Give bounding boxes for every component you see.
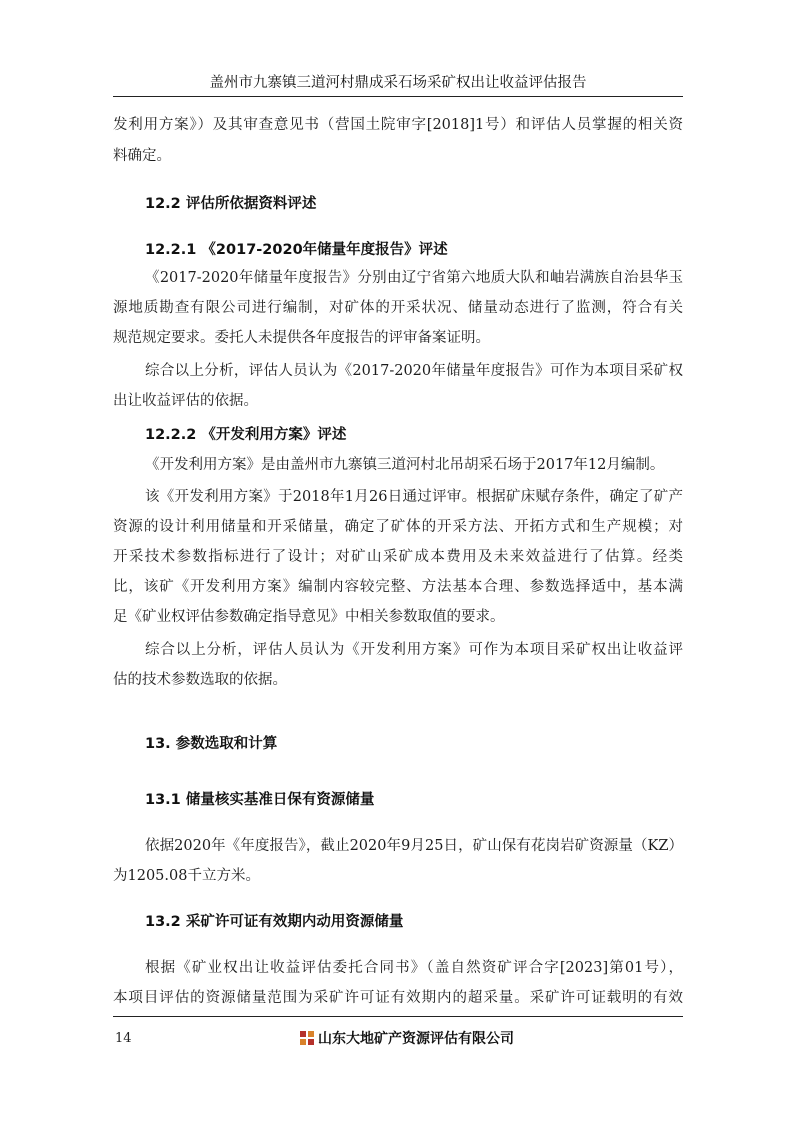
footer-rule	[113, 1016, 683, 1017]
paragraph-line: 《2017-2020年储量年度报告》分别由辽宁省第六地质大队和岫岩满族自治县华玉	[145, 270, 683, 286]
section-heading-12-2: 12.2 评估所依据资料评述	[145, 196, 317, 212]
paragraph-line: 本项目评估的资源储量范围为采矿许可证有效期内的超采量。采矿许可证载明的有效	[113, 990, 683, 1006]
page-number: 14	[115, 1031, 132, 1046]
paragraph-line: 比，该矿《开发利用方案》编制内容较完整、方法基本合理、参数选择适中，基本满	[113, 579, 683, 595]
section-heading-13: 13. 参数选取和计算	[145, 736, 278, 752]
section-heading-13-1: 13.1 储量核实基准日保有资源储量	[145, 792, 375, 808]
section-heading-12-2-2: 12.2.2 《开发利用方案》评述	[145, 427, 347, 443]
paragraph-line: 源地质勘查有限公司进行编制，对矿体的开采状况、储量动态进行了监测，符合有关	[113, 300, 683, 316]
paragraph-line: 足《矿业权评估参数确定指导意见》中相关参数取值的要求。	[113, 609, 505, 625]
paragraph-line: 料确定。	[113, 148, 171, 164]
section-heading-13-2: 13.2 采矿许可证有效期内动用资源储量	[145, 914, 404, 930]
paragraph-line: 依据2020年《年度报告》，截止2020年9月25日，矿山保有花岗岩矿资源量（KZ）	[145, 838, 683, 854]
paragraph-line: 资源的设计利用储量和开采储量，确定了矿体的开采方法、开拓方式和生产规模；对	[113, 519, 683, 535]
company-name: 山东大地矿产资源评估有限公司	[318, 1031, 514, 1047]
paragraph-line: 根据《矿业权出让收益评估委托合同书》（盖自然资矿评合字[2023]第01号），	[145, 960, 683, 976]
paragraph-line: 估的技术参数选取的依据。	[113, 672, 287, 688]
footer-brand	[300, 1028, 514, 1048]
paragraph-line: 《开发利用方案》是由盖州市九寨镇三道河村北吊胡采石场于2017年12月编制。	[145, 457, 665, 473]
header-rule	[113, 96, 683, 97]
paragraph-line: 规范规定要求。委托人未提供各年度报告的评审备案证明。	[113, 330, 490, 346]
paragraph-line: 综合以上分析，评估人员认为《2017-2020年储量年度报告》可作为本项目采矿权	[145, 363, 683, 379]
report-header-title: 盖州市九寨镇三道河村鼎成采石场采矿权出让收益评估报告	[209, 75, 587, 91]
paragraph-line: 综合以上分析，评估人员认为《开发利用方案》可作为本项目采矿权出让收益评	[145, 642, 683, 658]
paragraph-line: 该《开发利用方案》于2018年1月26日通过评审。根据矿床赋存条件，确定了矿产	[145, 489, 683, 505]
section-heading-12-2-1: 12.2.1 《2017-2020年储量年度报告》评述	[145, 242, 448, 258]
paragraph-line: 出让收益评估的依据。	[113, 393, 258, 409]
paragraph-line: 发利用方案》）及其审查意见书（营国土院审字[2018]1号）和评估人员掌握的相关资	[113, 117, 683, 133]
paragraph-line: 为1205.08千立方米。	[113, 868, 260, 884]
paragraph-line: 开采技术参数指标进行了设计；对矿山采矿成本费用及未来效益进行了估算。经类	[113, 549, 683, 565]
company-logo-icon	[300, 1031, 314, 1045]
